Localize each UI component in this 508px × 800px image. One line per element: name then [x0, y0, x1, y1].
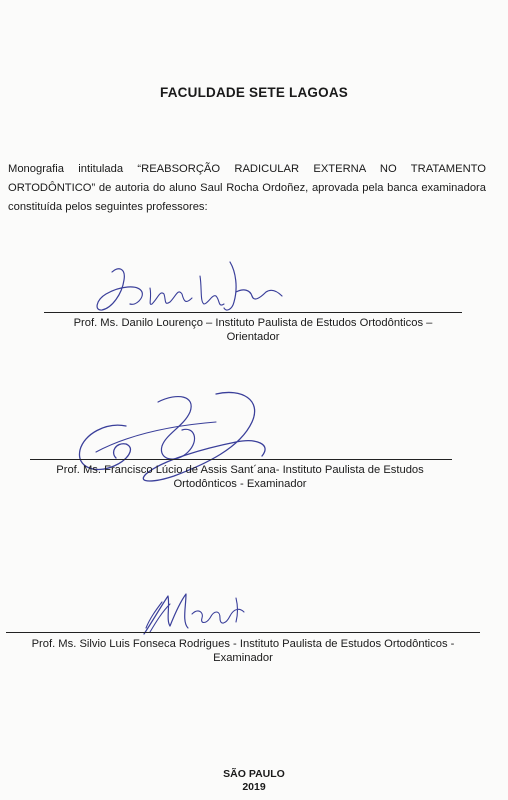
examiner-3-line2: Examinador [213, 652, 273, 664]
signature-line-2 [30, 459, 452, 460]
institution-title: FACULDADE SETE LAGOAS [160, 85, 348, 100]
examiner-3-caption [0, 637, 486, 665]
footer-year: 2019 [242, 781, 266, 793]
examiner-2-line1: Prof. Ms. Francisco Lúcio de Assis Sant´ana- Instituto Paulista de Estudos [56, 464, 424, 476]
examiner-2-line2: Ortodônticos - Examinador [173, 478, 307, 490]
examiner-1-line2: Orientador [226, 331, 280, 343]
signature-line-1 [44, 312, 462, 313]
examiner-2-caption [20, 463, 460, 491]
examiner-1-caption [44, 316, 462, 344]
examiner-1-line1: Prof. Ms. Danilo Lourenço – Instituto Paulista de Estudos Ortodônticos – [73, 317, 433, 329]
signature-line-3 [6, 632, 480, 633]
footer [0, 768, 508, 794]
signature-3 [140, 588, 260, 638]
footer-city: SÃO PAULO [223, 768, 285, 780]
approval-statement: Monografia intitulada “REABSORÇÃO RADICULAR EXTERNA NO TRATAMENTO ORTODÔNTICO” de autoria do aluno Saul Rocha Ordoñez, aprovada pela banca examinadora constituída pelos seguintes professores: [8, 163, 486, 213]
examiner-3-line1: Prof. Ms. Silvio Luis Fonseca Rodrigues - Instituto Paulista de Estudos Ortodônticos - [31, 638, 455, 650]
